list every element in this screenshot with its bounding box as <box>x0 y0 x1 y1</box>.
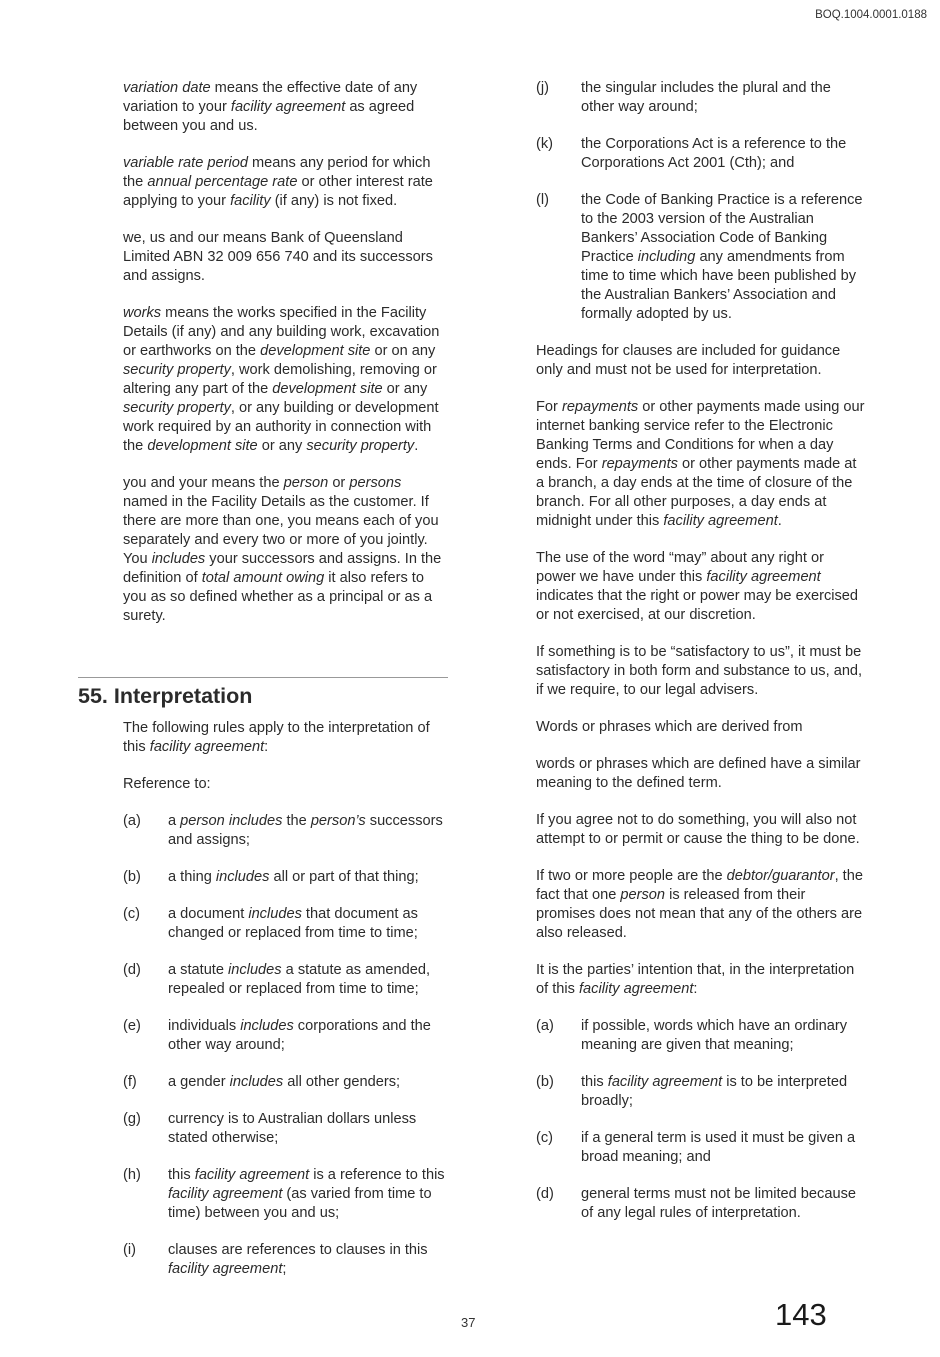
item-text: general terms must not be limited because of any legal rules of interpretation. <box>581 1186 856 1221</box>
interpretation-item <box>123 1073 453 1092</box>
item-label: (d) <box>123 962 141 978</box>
item-text: a gender includes all other genders; <box>168 1074 401 1090</box>
definition-paragraph: works means the works specified in the Facility Details (if any) and any building work, excavation or earthworks on the development site or on any security property, work demolishing, removing or altering any part of the development site or any security property, or any building or development work required by an authority in connection with the development site or any security property. <box>123 305 440 454</box>
reference-to-label: Reference to: <box>123 776 211 792</box>
interpretation-item <box>123 905 453 943</box>
right-items-bottom <box>536 1017 866 1223</box>
item-label: (d) <box>536 1186 554 1202</box>
item-label: (l) <box>536 192 549 208</box>
section-items-list <box>123 812 453 1279</box>
item-label: (c) <box>123 906 141 922</box>
section-heading: 55. Interpretation <box>78 684 253 708</box>
interpretation-item <box>536 191 866 324</box>
intention-item <box>536 1017 866 1055</box>
right-paragraphs <box>536 342 866 999</box>
item-text: a thing includes all or part of that thing; <box>168 869 419 885</box>
item-label: (a) <box>536 1018 554 1034</box>
item-label: (f) <box>123 1074 137 1090</box>
definition-paragraph: we, us and our means Bank of Queensland Limited ABN 32 009 656 740 and its successors and assigns. <box>123 230 433 284</box>
item-label: (c) <box>536 1130 554 1146</box>
item-text: the Corporations Act is a reference to the Corporations Act 2001 (Cth); and <box>581 136 847 171</box>
intention-item <box>536 1129 866 1167</box>
definition-paragraph: you and your means the person or persons named in the Facility Details as the customer. If there are more than one, you means each of you separately and every two or more of you jointly. You includes your successors and assigns. In the definition of total amount owing it also refers to you as so defined whether as a principal or as a surety. <box>123 475 442 624</box>
body-paragraph: Headings for clauses are included for guidance only and must not be used for interpretation. <box>536 343 841 378</box>
page-number: 37 <box>461 1315 476 1330</box>
interpretation-item <box>123 961 453 999</box>
item-text: if possible, words which have an ordinary meaning are given that meaning; <box>581 1018 848 1053</box>
item-text: a statute includes a statute as amended, repealed or replaced from time to time; <box>168 962 431 997</box>
interpretation-item <box>123 1166 453 1223</box>
body-paragraph: If something is to be “satisfactory to us”, it must be satisfactory in both form and substance to us, and, if we require, to our legal advisers. <box>536 644 863 698</box>
body-paragraph: If you agree not to do something, you will also not attempt to or permit or cause the thing to be done. <box>536 812 860 847</box>
body-paragraph: If two or more people are the debtor/guarantor, the fact that one person is released from their promises does not mean that any of the others are also released. <box>536 868 863 941</box>
item-text: if a general term is used it must be given a broad meaning; and <box>581 1130 856 1165</box>
item-label: (b) <box>536 1074 554 1090</box>
body-paragraph: words or phrases which are defined have a similar meaning to the defined term. <box>536 756 861 791</box>
item-text: this facility agreement is a reference to this facility agreement (as varied from time to time) between you and us; <box>168 1167 445 1221</box>
left-definitions <box>123 79 449 644</box>
right-items-top <box>536 79 866 324</box>
interpretation-item <box>123 812 453 850</box>
section-body <box>123 719 453 1297</box>
item-text: individuals includes corporations and the other way around; <box>168 1018 431 1053</box>
item-text: a person includes the person’s successors and assigns; <box>168 813 443 848</box>
item-text: the singular includes the plural and the other way around; <box>581 80 831 115</box>
item-label: (i) <box>123 1242 136 1258</box>
item-text: currency is to Australian dollars unless stated otherwise; <box>168 1111 417 1146</box>
item-label: (h) <box>123 1167 141 1183</box>
item-label: (e) <box>123 1018 141 1034</box>
body-paragraph: Words or phrases which are derived from <box>536 719 803 735</box>
definition-paragraph: variable rate period means any period for which the annual percentage rate or other interest rate applying to your facility (if any) is not fixed. <box>123 155 433 209</box>
item-label: (g) <box>123 1111 141 1127</box>
item-text: clauses are references to clauses in this facility agreement; <box>168 1242 428 1277</box>
intention-item <box>536 1185 866 1223</box>
item-label: (j) <box>536 80 549 96</box>
item-text: a document includes that document as changed or replaced from time to time; <box>168 906 418 941</box>
interpretation-item <box>536 79 866 117</box>
right-column <box>536 79 866 1241</box>
body-paragraph: It is the parties’ intention that, in the interpretation of this facility agreement: <box>536 962 855 997</box>
interpretation-item <box>123 1241 453 1279</box>
interpretation-item <box>123 868 453 887</box>
item-label: (b) <box>123 869 141 885</box>
item-text: the Code of Banking Practice is a reference to the 2003 version of the Australian Bankers’ Association Code of Banking Practice including any amendments from time to time which have been published by the Australian Bankers’ Association and formally adopted by us. <box>581 192 863 322</box>
definition-paragraph: variation date means the effective date of any variation to your facility agreement as agreed between you and us. <box>123 80 418 134</box>
body-paragraph: The use of the word “may” about any right or power we have under this facility agreement indicates that the right or power may be exercised or not exercised, at our discretion. <box>536 550 859 623</box>
item-label: (k) <box>536 136 554 152</box>
item-text: this facility agreement is to be interpreted broadly; <box>581 1074 848 1109</box>
section-divider <box>78 677 448 678</box>
item-label: (a) <box>123 813 141 829</box>
interpretation-item <box>536 135 866 173</box>
document-id: BOQ.1004.0001.0188 <box>815 9 927 21</box>
section-intro: The following rules apply to the interpretation of this facility agreement: <box>123 720 430 755</box>
stamp-number: 143 <box>775 1297 827 1332</box>
body-paragraph: For repayments or other payments made using our internet banking service refer to the Electronic Banking Terms and Conditions for when a day ends. For repayments or other payments made at a branch, a day ends at the time of closure of the branch. For all other purposes, a day ends at midnight under this facility agreement. <box>536 399 865 529</box>
intention-item <box>536 1073 866 1111</box>
interpretation-item <box>123 1110 453 1148</box>
interpretation-item <box>123 1017 453 1055</box>
